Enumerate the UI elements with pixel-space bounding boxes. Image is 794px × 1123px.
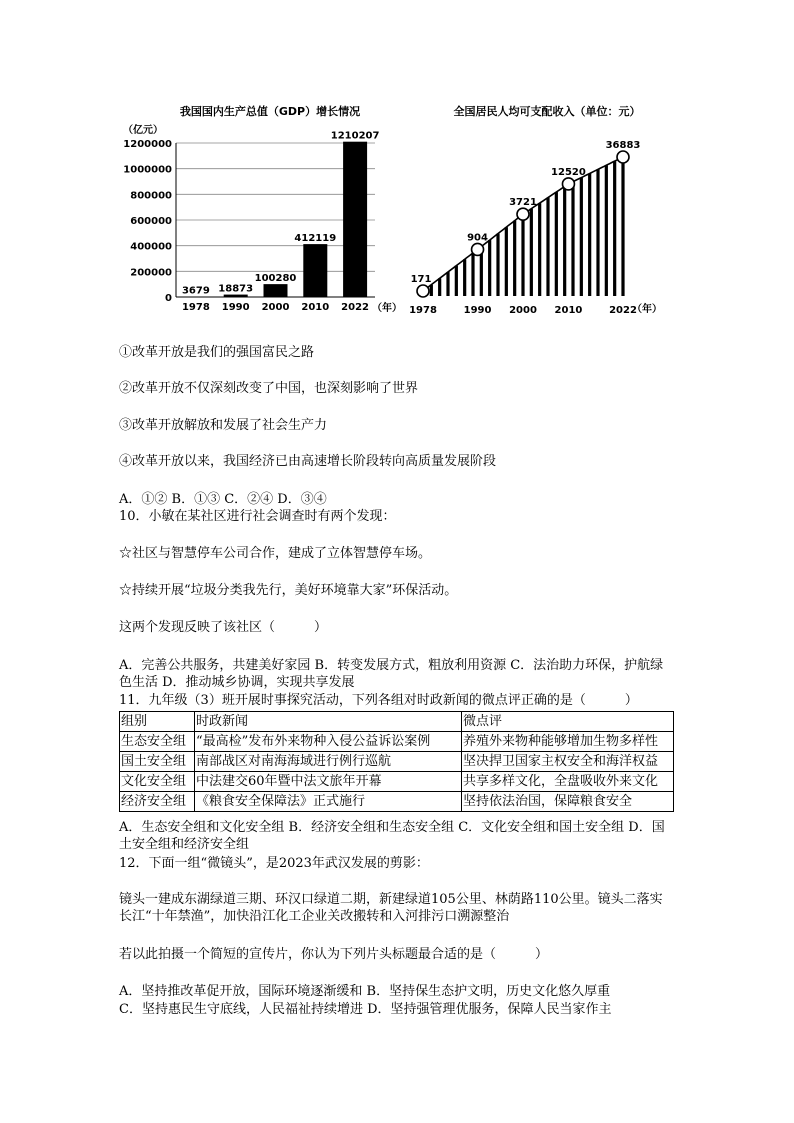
gdp-bar-2022 bbox=[343, 142, 367, 297]
income-x-unit-label: （年） bbox=[632, 304, 662, 315]
income-x-tick-labels bbox=[409, 305, 637, 316]
table-row bbox=[120, 792, 674, 812]
q12-stem: 12．下面一组“微镜头”，是2023年武汉发展的剪影： bbox=[119, 856, 429, 871]
q9-item-4: ④改革开放以来，我国经济已由高速增长阶段转向高质量发展阶段 bbox=[119, 454, 497, 469]
gdp-y-unit-label: （亿元） bbox=[123, 125, 163, 136]
table-cell-comment: 共享多样文化，全盘吸收外来文化 bbox=[462, 772, 674, 792]
gdp-y-tick-label: 1000000 bbox=[123, 164, 172, 176]
table-header-cell: 时政新闻 bbox=[195, 712, 462, 732]
table-cell-news: 南部战区对南海海域进行例行巡航 bbox=[195, 752, 462, 772]
income-stripe-bar bbox=[571, 182, 574, 296]
gdp-bar-2010 bbox=[303, 244, 327, 297]
income-stripe-bar bbox=[563, 186, 566, 296]
gdp-x-tick-label: 1978 bbox=[181, 302, 210, 313]
gdp-data-label: 1210207 bbox=[330, 130, 380, 142]
gdp-y-tick-label: 400000 bbox=[130, 241, 172, 253]
table-row bbox=[120, 732, 674, 752]
income-stripe-bar bbox=[555, 192, 558, 296]
income-x-tick-label: 2000 bbox=[509, 305, 537, 316]
income-stripe-bar bbox=[488, 240, 491, 296]
income-data-label: 12520 bbox=[551, 166, 586, 178]
table-cell-group: 生态安全组 bbox=[120, 732, 195, 752]
q9-options: A．①② B．①③ C．②④ D．③④ bbox=[119, 492, 327, 507]
q10-finding-1: ☆社区与智慧停车公司合作，建成了立体智慧停车场。 bbox=[119, 546, 432, 561]
gdp-chart-title: 我国国内生产总值（GDP）增长情况 bbox=[179, 105, 361, 118]
income-stripe-bar bbox=[505, 227, 508, 296]
income-stripe-bar bbox=[496, 234, 499, 296]
income-chart-title: 全国居民人均可支配收入（单位：元） bbox=[453, 105, 641, 118]
table-cell-news: 《粮食安全保障法》正式施行 bbox=[195, 792, 462, 812]
q11-stem: 11．九年级（3）班开展时事探究活动，下列各组对时政新闻的微点评正确的是（ ） bbox=[119, 693, 638, 708]
gdp-bar-2000 bbox=[264, 284, 288, 297]
gdp-y-tick-label: 600000 bbox=[130, 216, 172, 227]
income-data-label: 904 bbox=[467, 232, 488, 244]
q9-item-2: ②改革开放不仅深刻改变了中国，也深刻影响了世界 bbox=[119, 381, 419, 396]
gdp-x-tick-label: 1990 bbox=[221, 302, 250, 313]
income-x-tick-label: 2010 bbox=[554, 305, 583, 316]
table-row bbox=[120, 772, 674, 792]
income-marker-2022 bbox=[617, 151, 629, 163]
gdp-data-label: 3679 bbox=[181, 285, 210, 297]
q12-options-line-1: A．坚持推改革促开放，国际环境逐渐缓和 B．坚持保生态护文明，历史文化悠久厚重 bbox=[119, 984, 611, 999]
q11-options: A．生态安全组和文化安全组 B．经济安全组和生态安全组 C．文化安全组和国土安全组 D．国土安全组和经济安全组 bbox=[119, 820, 665, 852]
charts-figure bbox=[110, 95, 690, 325]
income-stripe-bar bbox=[580, 178, 583, 296]
income-stripe-bar bbox=[513, 221, 516, 296]
gdp-x-tick-label: 2010 bbox=[301, 302, 330, 313]
income-stripe-bar bbox=[446, 272, 449, 296]
table-cell-group: 经济安全组 bbox=[120, 792, 195, 812]
income-stripe-bar bbox=[471, 253, 474, 296]
table-cell-group: 国土安全组 bbox=[120, 752, 195, 772]
table-cell-group: 文化安全组 bbox=[120, 772, 195, 792]
gdp-bar-chart bbox=[123, 104, 402, 314]
income-x-tick-label: 1990 bbox=[463, 305, 492, 316]
gdp-y-tick-labels bbox=[123, 139, 172, 304]
gdp-x-unit-label: （年） bbox=[372, 303, 402, 314]
q9-item-1: ①改革开放是我们的强国富民之路 bbox=[119, 345, 315, 360]
table-header-cell: 微点评 bbox=[462, 712, 674, 732]
income-stripe-bar bbox=[463, 259, 466, 296]
income-marker-1990 bbox=[472, 243, 484, 255]
table-cell-comment: 养殖外来物种能够增加生物多样性 bbox=[462, 732, 674, 752]
income-marker-1978 bbox=[417, 285, 429, 297]
table-cell-news: “最高检”发布外来物种入侵公益诉讼案例 bbox=[195, 732, 462, 752]
table-cell-comment: 坚决捍卫国家主权安全和海洋权益 bbox=[462, 752, 674, 772]
gdp-data-label: 18873 bbox=[218, 283, 254, 295]
income-data-label: 3721 bbox=[509, 197, 537, 209]
income-stripe-bar bbox=[546, 198, 549, 296]
income-stripe-bar bbox=[538, 203, 541, 296]
income-stripe-bar bbox=[438, 278, 441, 296]
income-stripe-bar bbox=[521, 214, 524, 296]
income-marker-2000 bbox=[517, 208, 529, 220]
table-header-cell: 组别 bbox=[120, 712, 195, 732]
income-x-tick-label: 1978 bbox=[409, 305, 437, 316]
q10-question: 这两个发现反映了该社区（ ） bbox=[119, 620, 328, 635]
income-data-label: 171 bbox=[410, 274, 432, 285]
q12-question: 若以此拍摄一个简短的宣传片，你认为下列片头标题最合适的是（ ） bbox=[119, 947, 549, 962]
gdp-data-label: 412119 bbox=[294, 233, 337, 245]
q12-options-line-2: C．坚持惠民生守底线，人民福祉持续增进 D．坚持强管理优服务，保障人民当家作主 bbox=[119, 1002, 612, 1017]
gdp-x-tick-labels bbox=[182, 302, 369, 313]
income-marker-2010 bbox=[562, 178, 574, 190]
income-stripe-bar bbox=[455, 266, 458, 296]
gdp-y-tick-label: 0 bbox=[165, 293, 172, 304]
gdp-y-tick-label: 1200000 bbox=[123, 139, 172, 150]
income-stripe-bar bbox=[605, 165, 608, 296]
table-cell-news: 中法建交60年暨中法文旅年开幕 bbox=[195, 772, 462, 792]
income-bar-chart bbox=[409, 104, 662, 316]
income-stripe-bar bbox=[530, 209, 533, 296]
table-header-row bbox=[120, 712, 674, 732]
gdp-y-tick-label: 200000 bbox=[130, 267, 172, 279]
q12-shots: 镜头一建成东湖绿道三期、环汉口绿道二期，新建绿道105公里、林荫路110公里。镜头二落实长江“十年禁渔”，加快沿江化工企业关改搬转和入河排污口溯源整治 bbox=[119, 892, 663, 924]
income-stripe-bar bbox=[621, 157, 624, 296]
gdp-x-tick-label: 2000 bbox=[261, 302, 290, 313]
gdp-y-tick-label: 800000 bbox=[130, 190, 172, 202]
table-cell-comment: 坚持依法治国，保障粮食安全 bbox=[462, 792, 674, 812]
q10-finding-2: ☆持续开展“垃圾分类我先行，美好环境靠大家”环保活动。 bbox=[119, 583, 458, 598]
gdp-bar-1990 bbox=[224, 295, 248, 297]
income-data-label: 36883 bbox=[605, 140, 641, 151]
gdp-data-label: 100280 bbox=[254, 273, 297, 285]
income-stripe-bar bbox=[596, 169, 599, 296]
table-row bbox=[120, 752, 674, 772]
q9-item-3: ③改革开放解放和发展了社会生产力 bbox=[119, 418, 328, 433]
income-bars bbox=[421, 157, 624, 296]
q10-options: A．完善公共服务，共建美好家园 B．转变发展方式，粗放利用资源 C．法治助力环保，护航绿色生活 D．推动城乡协调，实现共享发展 bbox=[119, 658, 664, 690]
income-stripe-bar bbox=[588, 173, 591, 296]
income-stripe-bar bbox=[613, 161, 616, 296]
income-x-tick-label: 2022 bbox=[609, 305, 637, 316]
q10-stem: 10．小敏在某社区进行社会调查时有两个发现： bbox=[119, 509, 396, 524]
q11-news-table bbox=[119, 711, 674, 812]
gdp-x-tick-label: 2022 bbox=[341, 302, 370, 313]
